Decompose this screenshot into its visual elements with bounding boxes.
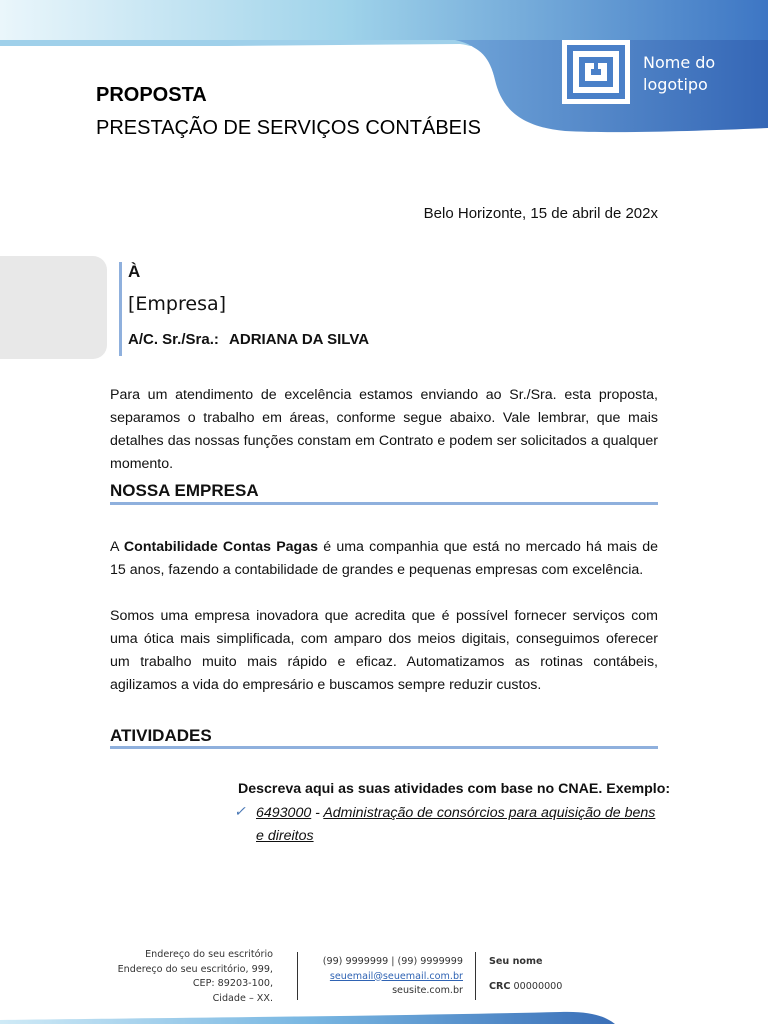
section-divider [110,746,658,749]
section-heading-activities: ATIVIDADES [110,726,212,745]
footer-decoration [0,1000,768,1024]
recipient-attention [128,331,369,348]
date-line: Belo Horizonte, 15 de abril de 202x [423,205,658,222]
footer-address-line: CEP: 89203-100, [192,978,273,989]
activity-item [256,802,658,848]
crc-number: 00000000 [513,981,563,992]
footer-address [100,948,273,1006]
checkmark-icon: ✓ [234,803,246,819]
crc-label: CRC [489,981,511,992]
footer-divider [475,952,476,1000]
footer-email-link[interactable]: seuemail@seuemail.com.br [329,970,463,982]
side-panel-decoration [0,256,107,359]
footer-crc [489,981,562,992]
footer-name: Seu nome [489,956,543,967]
logo-line-1: Nome do [643,53,716,72]
section-divider [110,502,658,505]
footer-site: seusite.com.br [392,985,463,996]
company-paragraph-2: Somos uma empresa inovadora que acredita que é possível fornecer serviços com uma ótica mais simplificada, com amparo dos meios digitais, conseguimos oferecer um trabalho muito mais rápido e eficaz. Automatizamos as rotinas contábeis, agilizamos a vida do empresário e buscamos sempre reduzir custos. [110,608,658,693]
company-paragraph-suffix: é uma companhia que está no mercado há mais de 15 anos, fazendo a contabilidade de grandes e pequenas empresas com excelência. [110,539,658,578]
attention-label: A/C. Sr./Sra.: [128,331,219,348]
activity-description: Administração de consórcios para aquisição de bens e direitos [256,805,656,844]
recipient-to: À [128,262,141,281]
logo-line-2: logotipo [643,75,708,94]
document-title: PROPOSTA [96,84,207,106]
company-paragraph-1 [110,536,658,582]
footer-divider [297,952,298,1000]
recipient-accent-bar [119,262,122,356]
footer-address-line: Endereço do seu escritório [145,949,273,960]
activity-code: 6493000 [256,805,312,821]
company-paragraph-prefix: A [110,539,119,555]
recipient-company: [Empresa] [128,293,227,315]
logo-icon [561,39,631,105]
footer-phones: (99) 9999999 | (99) 9999999 [322,956,463,967]
footer-address-line: Endereço do seu escritório, 999, [117,963,273,975]
company-name: Contabilidade Contas Pagas [123,539,319,555]
footer-contact [300,955,463,999]
document-subtitle: PRESTAÇÃO DE SERVIÇOS CONTÁBEIS [96,117,481,139]
footer-address-line: Cidade – XX. [212,992,273,1004]
intro-paragraph: Para um atendimento de excelência estamos enviando ao Sr./Sra. esta proposta, separamos o trabalho em áreas, conforme segue abaixo. Vale lembrar, que mais detalhes das nossas funções constam em Contrato e podem ser solicitados a qualquer momento. [110,387,658,472]
section-heading-company: NOSSA EMPRESA [110,481,259,500]
attention-name: ADRIANA DA SILVA [229,331,370,348]
logo-text [643,52,753,96]
activity-separator: - [311,805,324,821]
activities-intro: Descreva aqui as suas atividades com base no CNAE. Exemplo: [238,781,671,797]
